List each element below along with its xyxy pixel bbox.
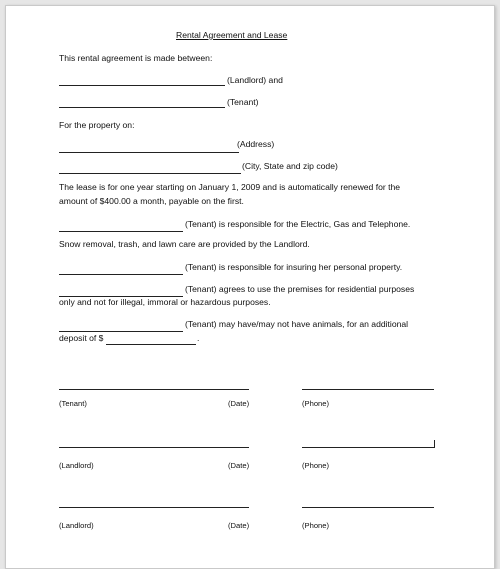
signature-phone-label: (Phone) — [302, 399, 330, 408]
landlord-label: (Landlord) and — [227, 75, 283, 85]
signature-date-label: (Date) — [228, 399, 250, 408]
address-label: (Address) — [237, 139, 275, 149]
text-cursor-mark — [434, 440, 435, 448]
landlord-signature-line-2 — [59, 507, 249, 508]
lease-term-line-2: amount of $400.00 a month, payable on the first. — [59, 196, 244, 206]
city-label: (City, State and zip code) — [242, 161, 338, 171]
insurance-text: (Tenant) is responsible for insuring her personal property. — [185, 262, 403, 272]
tenant-signature-line — [59, 389, 249, 390]
landlord-signature-line — [59, 447, 249, 448]
landlord-phone-line — [302, 447, 434, 448]
signature-role-label: (Tenant) — [59, 399, 87, 408]
address-line — [59, 152, 239, 153]
signature-phone-label: (Phone) — [302, 521, 330, 530]
premises-text-line-2: only and not for illegal, immoral or hazardous purposes. — [59, 297, 271, 307]
landlord-phone-line-2 — [302, 507, 434, 508]
signature-date-label: (Date) — [228, 461, 250, 470]
deposit-amount-line — [106, 344, 196, 345]
signature-role-label: (Landlord) — [59, 461, 94, 470]
snow-removal-text: Snow removal, trash, and lawn care are provided by the Landlord. — [59, 239, 310, 249]
document-title: Rental Agreement and Lease — [176, 30, 288, 40]
landlord-name-line — [59, 85, 225, 86]
premises-text-line-1: (Tenant) agrees to use the premises for residential purposes — [185, 284, 415, 294]
intro-text: This rental agreement is made between: — [59, 53, 213, 63]
tenant-label: (Tenant) — [227, 97, 259, 107]
signature-role-label: (Landlord) — [59, 521, 94, 530]
deposit-suffix: . — [197, 333, 200, 343]
insurance-name-line — [59, 274, 183, 275]
tenant-name-line — [59, 107, 225, 108]
animals-name-line — [59, 331, 183, 332]
deposit-prefix: deposit of $ — [59, 333, 104, 343]
city-line — [59, 173, 241, 174]
utilities-text: (Tenant) is responsible for the Electric, Gas and Telephone. — [185, 219, 411, 229]
utilities-name-line — [59, 231, 183, 232]
signature-date-label: (Date) — [228, 521, 250, 530]
tenant-phone-line — [302, 389, 434, 390]
lease-term-line-1: The lease is for one year starting on January 1, 2009 and is automatically renewed for the — [59, 182, 401, 192]
animals-text: (Tenant) may have/may not have animals, for an additional — [185, 319, 409, 329]
document-page — [5, 5, 495, 569]
property-intro-text: For the property on: — [59, 120, 135, 130]
signature-phone-label: (Phone) — [302, 461, 330, 470]
